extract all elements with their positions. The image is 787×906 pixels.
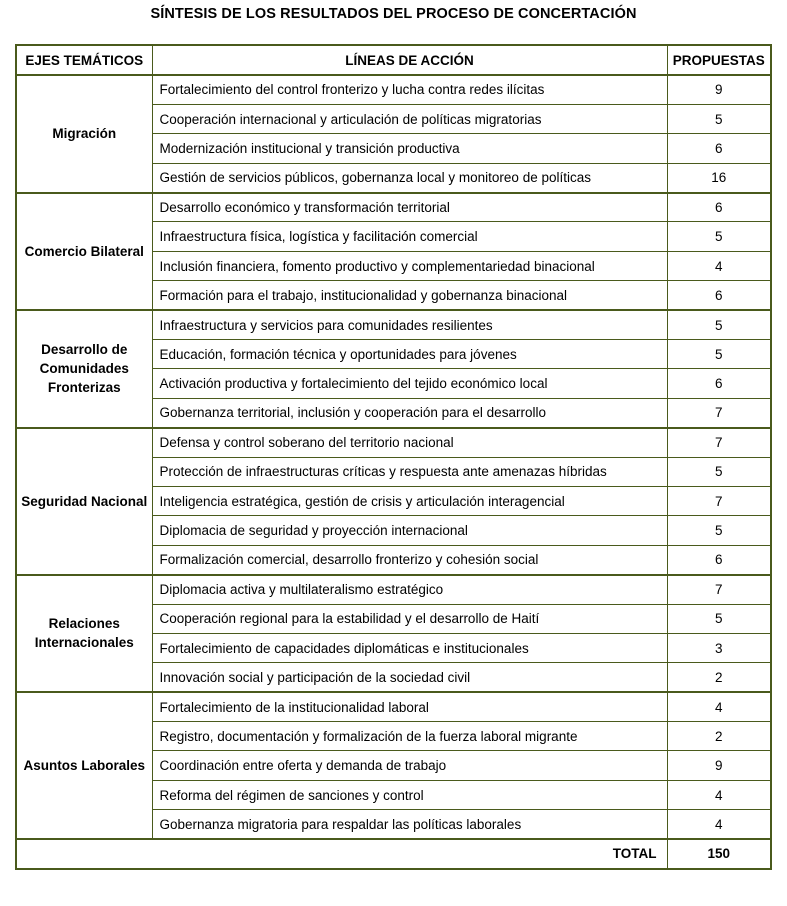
action-line-cell: Inteligencia estratégica, gestión de crisis y articulación interagencial bbox=[152, 486, 667, 515]
action-line-cell: Formación para el trabajo, institucionalidad y gobernanza binacional bbox=[152, 281, 667, 310]
table-body bbox=[16, 75, 771, 869]
action-line-cell: Diplomacia activa y multilateralismo estratégico bbox=[152, 575, 667, 604]
action-line-cell: Infraestructura física, logística y facilitación comercial bbox=[152, 222, 667, 251]
action-line-cell: Coordinación entre oferta y demanda de trabajo bbox=[152, 751, 667, 780]
proposals-count-cell: 7 bbox=[667, 486, 771, 515]
action-line-cell: Diplomacia de seguridad y proyección internacional bbox=[152, 516, 667, 545]
action-line-cell: Desarrollo económico y transformación territorial bbox=[152, 193, 667, 222]
action-line-cell: Cooperación regional para la estabilidad y el desarrollo de Haití bbox=[152, 604, 667, 633]
proposals-count-cell: 5 bbox=[667, 604, 771, 633]
proposals-count-cell: 6 bbox=[667, 193, 771, 222]
action-line-cell: Protección de infraestructuras críticas y respuesta ante amenazas híbridas bbox=[152, 457, 667, 486]
proposals-count-cell: 2 bbox=[667, 663, 771, 692]
axis-cell: Asuntos Laborales bbox=[16, 692, 152, 839]
action-line-cell: Reforma del régimen de sanciones y control bbox=[152, 780, 667, 809]
proposals-count-cell: 3 bbox=[667, 633, 771, 662]
action-line-cell: Fortalecimiento de la institucionalidad laboral bbox=[152, 692, 667, 721]
proposals-count-cell: 9 bbox=[667, 75, 771, 104]
proposals-count-cell: 7 bbox=[667, 575, 771, 604]
axis-cell: Comercio Bilateral bbox=[16, 193, 152, 311]
page-title: SÍNTESIS DE LOS RESULTADOS DEL PROCESO DE CONCERTACIÓN bbox=[150, 6, 637, 22]
proposals-count-cell: 5 bbox=[667, 340, 771, 369]
action-line-cell: Educación, formación técnica y oportunidades para jóvenes bbox=[152, 340, 667, 369]
proposals-count-cell: 6 bbox=[667, 545, 771, 574]
proposals-count-cell: 5 bbox=[667, 104, 771, 133]
header-proposals: PROPUESTAS bbox=[667, 45, 771, 75]
total-value: 150 bbox=[667, 839, 771, 868]
results-table bbox=[15, 44, 772, 870]
action-line-cell: Gobernanza territorial, inclusión y cooperación para el desarrollo bbox=[152, 398, 667, 427]
proposals-count-cell: 5 bbox=[667, 516, 771, 545]
action-line-cell: Inclusión financiera, fomento productivo y complementariedad binacional bbox=[152, 251, 667, 280]
action-line-cell: Registro, documentación y formalización de la fuerza laboral migrante bbox=[152, 722, 667, 751]
proposals-count-cell: 4 bbox=[667, 780, 771, 809]
table-row bbox=[16, 575, 771, 604]
proposals-count-cell: 4 bbox=[667, 251, 771, 280]
total-label: TOTAL bbox=[152, 839, 667, 868]
proposals-count-cell: 2 bbox=[667, 722, 771, 751]
proposals-count-cell: 5 bbox=[667, 222, 771, 251]
table-row bbox=[16, 310, 771, 339]
action-line-cell: Cooperación internacional y articulación de políticas migratorias bbox=[152, 104, 667, 133]
proposals-count-cell: 4 bbox=[667, 810, 771, 839]
header-lines: LÍNEAS DE ACCIÓN bbox=[152, 45, 667, 75]
proposals-count-cell: 4 bbox=[667, 692, 771, 721]
table-row bbox=[16, 692, 771, 721]
action-line-cell: Formalización comercial, desarrollo fronterizo y cohesión social bbox=[152, 545, 667, 574]
proposals-count-cell: 5 bbox=[667, 457, 771, 486]
action-line-cell: Fortalecimiento del control fronterizo y lucha contra redes ilícitas bbox=[152, 75, 667, 104]
action-line-cell: Gobernanza migratoria para respaldar las políticas laborales bbox=[152, 810, 667, 839]
action-line-cell: Activación productiva y fortalecimiento del tejido económico local bbox=[152, 369, 667, 398]
action-line-cell: Fortalecimiento de capacidades diplomáticas e institucionales bbox=[152, 633, 667, 662]
table-header-row bbox=[16, 45, 771, 75]
axis-cell: Desarrollo de Comunidades Fronterizas bbox=[16, 310, 152, 428]
action-line-cell: Defensa y control soberano del territorio nacional bbox=[152, 428, 667, 457]
proposals-count-cell: 9 bbox=[667, 751, 771, 780]
proposals-count-cell: 7 bbox=[667, 398, 771, 427]
proposals-count-cell: 5 bbox=[667, 310, 771, 339]
table-row bbox=[16, 428, 771, 457]
action-line-cell: Infraestructura y servicios para comunidades resilientes bbox=[152, 310, 667, 339]
proposals-count-cell: 16 bbox=[667, 163, 771, 192]
axis-cell: Seguridad Nacional bbox=[16, 428, 152, 575]
table-row bbox=[16, 193, 771, 222]
action-line-cell: Modernización institucional y transición productiva bbox=[152, 134, 667, 163]
proposals-count-cell: 7 bbox=[667, 428, 771, 457]
total-row bbox=[16, 839, 771, 868]
proposals-count-cell: 6 bbox=[667, 281, 771, 310]
axis-cell: Migración bbox=[16, 75, 152, 193]
header-axis: EJES TEMÁTICOS bbox=[16, 45, 152, 75]
proposals-count-cell: 6 bbox=[667, 369, 771, 398]
action-line-cell: Innovación social y participación de la sociedad civil bbox=[152, 663, 667, 692]
action-line-cell: Gestión de servicios públicos, gobernanza local y monitoreo de políticas bbox=[152, 163, 667, 192]
total-empty-cell bbox=[16, 839, 152, 868]
table-row bbox=[16, 75, 771, 104]
proposals-count-cell: 6 bbox=[667, 134, 771, 163]
axis-cell: Relaciones Internacionales bbox=[16, 575, 152, 693]
